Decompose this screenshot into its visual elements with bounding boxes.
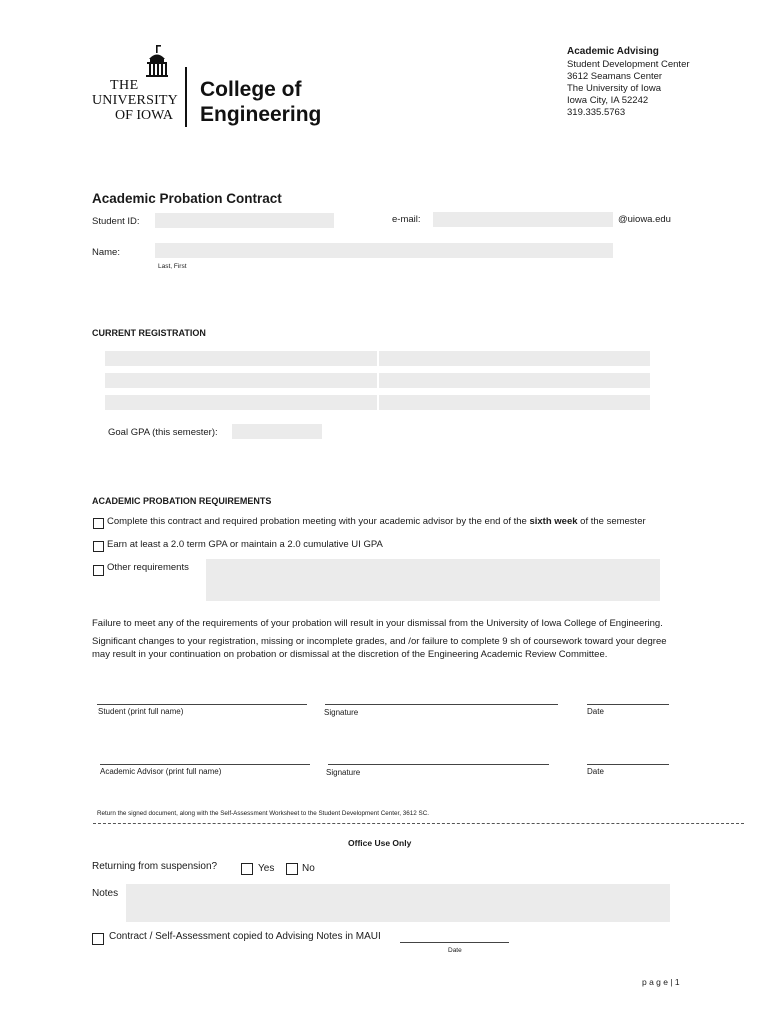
current-registration-heading: CURRENT REGISTRATION [92,328,206,338]
address-line4: Iowa City, IA 52242 [567,95,649,106]
university-name-line2: UNIVERSITY [92,93,178,108]
form-title: Academic Probation Contract [92,191,282,206]
suspension-no-label: No [302,863,315,874]
college-name-line2: Engineering [200,103,322,126]
name-hint: Last, First [158,263,187,270]
student-name-label: Student (print full name) [98,707,184,716]
student-signature-label: Signature [324,708,359,717]
requirement-1-bold: sixth week [529,516,578,527]
advisor-date-line[interactable] [587,764,669,765]
old-capitol-icon [140,45,174,77]
university-name-line3: OF IOWA [115,108,173,123]
goal-gpa-label: Goal GPA (this semester): [108,427,218,438]
college-name-line1: College of [200,78,302,101]
goal-gpa-input[interactable] [232,424,322,439]
advisor-signature-line[interactable] [328,764,549,765]
page-number: p a g e | 1 [642,977,680,987]
address-line3: The University of Iowa [567,83,661,94]
copied-date-label: Date [448,947,462,954]
requirements-heading: ACADEMIC PROBATION REQUIREMENTS [92,496,272,506]
logo-divider [185,67,187,127]
name-input[interactable] [155,243,613,258]
name-label: Name: [92,247,120,258]
email-label: e-mail: [392,214,421,225]
returning-from-suspension-label: Returning from suspension? [92,861,218,872]
changes-notice-line2: may result in your continuation on probation or dismissal at the discretion of the Engineering Academic Review Committee. [92,649,608,660]
suspension-yes-checkbox[interactable] [241,863,253,875]
address-title: Academic Advising [567,46,659,57]
student-date-line[interactable] [587,704,669,705]
advisor-date-label: Date [587,767,604,776]
student-date-label: Date [587,707,604,716]
advisor-name-line[interactable] [100,764,310,765]
return-note: Return the signed document, along with the Self-Assessment Worksheet to the Student Development Center, 3612 SC. [97,810,430,817]
address-block [567,46,690,119]
registration-course-3a[interactable] [105,395,377,410]
registration-course-2b[interactable] [379,373,650,388]
address-line5: 319.335.5763 [567,107,626,118]
suspension-yes-label: Yes [258,863,275,874]
other-requirements-input[interactable] [206,559,660,601]
university-name-line1: THE [110,78,139,93]
advisor-signature-label: Signature [326,768,361,777]
registration-course-2a[interactable] [105,373,377,388]
copied-to-maui-checkbox[interactable] [92,933,104,945]
changes-notice-line1: Significant changes to your registration, missing or incomplete grades, and /or failure to complete 9 sh of coursework toward your degree [92,636,667,647]
notes-input[interactable] [126,884,670,922]
requirement-3-checkbox[interactable] [93,565,104,576]
requirement-1-post: of the semester [580,516,646,527]
requirement-2-text: Earn at least a 2.0 term GPA or maintain a 2.0 cumulative UI GPA [107,539,383,550]
requirement-1-text [107,516,646,527]
university-logo [88,45,328,135]
registration-course-3b[interactable] [379,395,650,410]
requirement-1-pre: Complete this contract and required probation meeting with your academic advisor by the end of the [107,516,527,527]
email-input[interactable] [433,212,613,227]
student-id-input[interactable] [155,213,334,228]
registration-course-1a[interactable] [105,351,377,366]
address-line1: Student Development Center [567,59,690,70]
copied-to-maui-label: Contract / Self-Assessment copied to Advising Notes in MAUI [109,931,381,942]
dismissal-notice: Failure to meet any of the requirements of your probation will result in your dismissal from the University of Iowa College of Engineering. [92,618,663,629]
email-suffix: @uiowa.edu [618,214,671,225]
student-name-line[interactable] [97,704,307,705]
copied-date-line[interactable] [400,942,509,943]
student-id-label: Student ID: [92,216,140,227]
student-signature-line[interactable] [325,704,558,705]
office-divider [93,823,744,824]
office-use-heading: Office Use Only [348,838,412,848]
address-line2: 3612 Seamans Center [567,71,663,82]
advisor-name-label: Academic Advisor (print full name) [100,767,222,776]
notes-label: Notes [92,888,119,899]
suspension-no-checkbox[interactable] [286,863,298,875]
requirement-2-checkbox[interactable] [93,541,104,552]
requirement-3-text: Other requirements [107,562,189,573]
registration-course-1b[interactable] [379,351,650,366]
requirement-1-checkbox[interactable] [93,518,104,529]
